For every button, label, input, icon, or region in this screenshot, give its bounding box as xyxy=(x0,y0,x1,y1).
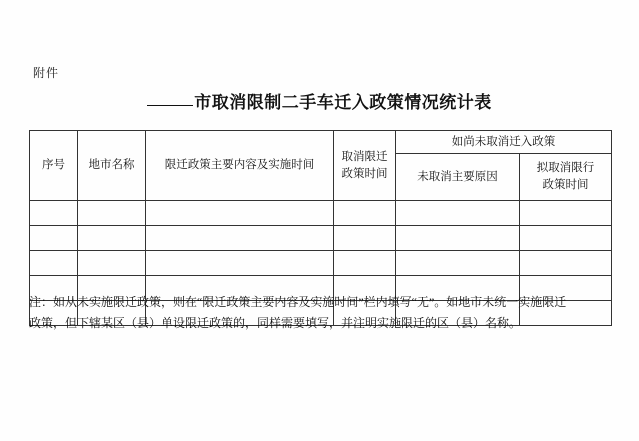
attachment-label: 附件 xyxy=(33,66,60,80)
title-blank-underline xyxy=(147,105,193,106)
cell-seq[interactable] xyxy=(30,201,78,226)
cell-cancel-time[interactable] xyxy=(334,226,396,251)
cell-plan-time[interactable] xyxy=(520,201,612,226)
column-header-group-not-cancelled: 如尚未取消迁入政策 xyxy=(396,131,612,154)
cell-reason[interactable] xyxy=(396,201,520,226)
title-text: 市取消限制二手车迁入政策情况统计表 xyxy=(194,93,492,112)
cell-seq[interactable] xyxy=(30,226,78,251)
cell-city[interactable] xyxy=(78,251,146,276)
table-footnote xyxy=(29,292,613,334)
column-header-cancel-time-line1: 取消限迁 xyxy=(341,150,388,163)
cell-policy[interactable] xyxy=(146,251,334,276)
column-header-cancel-time-line2: 政策时间 xyxy=(341,167,388,180)
footnote-line-2: 政策，但下辖某区（县）单设限迁政策的，同样需要填写，并注明实施限迁的区（县）名称。 xyxy=(29,316,522,330)
column-header-plan-time-line1: 拟取消限行 xyxy=(536,162,595,175)
cell-reason[interactable] xyxy=(396,251,520,276)
table-row[interactable] xyxy=(30,226,612,251)
cell-seq[interactable] xyxy=(30,251,78,276)
column-header-seq: 序号 xyxy=(30,131,78,201)
cell-cancel-time[interactable] xyxy=(334,251,396,276)
table-row[interactable] xyxy=(30,251,612,276)
cell-city[interactable] xyxy=(78,201,146,226)
cell-reason[interactable] xyxy=(396,226,520,251)
cell-policy[interactable] xyxy=(146,201,334,226)
cell-cancel-time[interactable] xyxy=(334,201,396,226)
column-header-city: 地市名称 xyxy=(78,131,146,201)
cell-policy[interactable] xyxy=(146,226,334,251)
cell-plan-time[interactable] xyxy=(520,226,612,251)
column-header-reason: 未取消主要原因 xyxy=(396,154,520,201)
column-header-plan-time-line2: 政策时间 xyxy=(542,179,589,191)
column-header-cancel-time xyxy=(334,131,396,201)
column-header-plan-time xyxy=(520,154,612,201)
footnote-line-1: 注：如从未实施限迁政策，则在“限迁政策主要内容及实施时间”栏内填写“无”。如地市未统一实施限迁 xyxy=(29,295,567,309)
table-header-row-top xyxy=(30,131,612,154)
page-title xyxy=(0,88,639,113)
table-row[interactable] xyxy=(30,201,612,226)
cell-plan-time[interactable] xyxy=(520,251,612,276)
cell-city[interactable] xyxy=(78,226,146,251)
column-header-policy: 限迁政策主要内容及实施时间 xyxy=(146,131,334,201)
